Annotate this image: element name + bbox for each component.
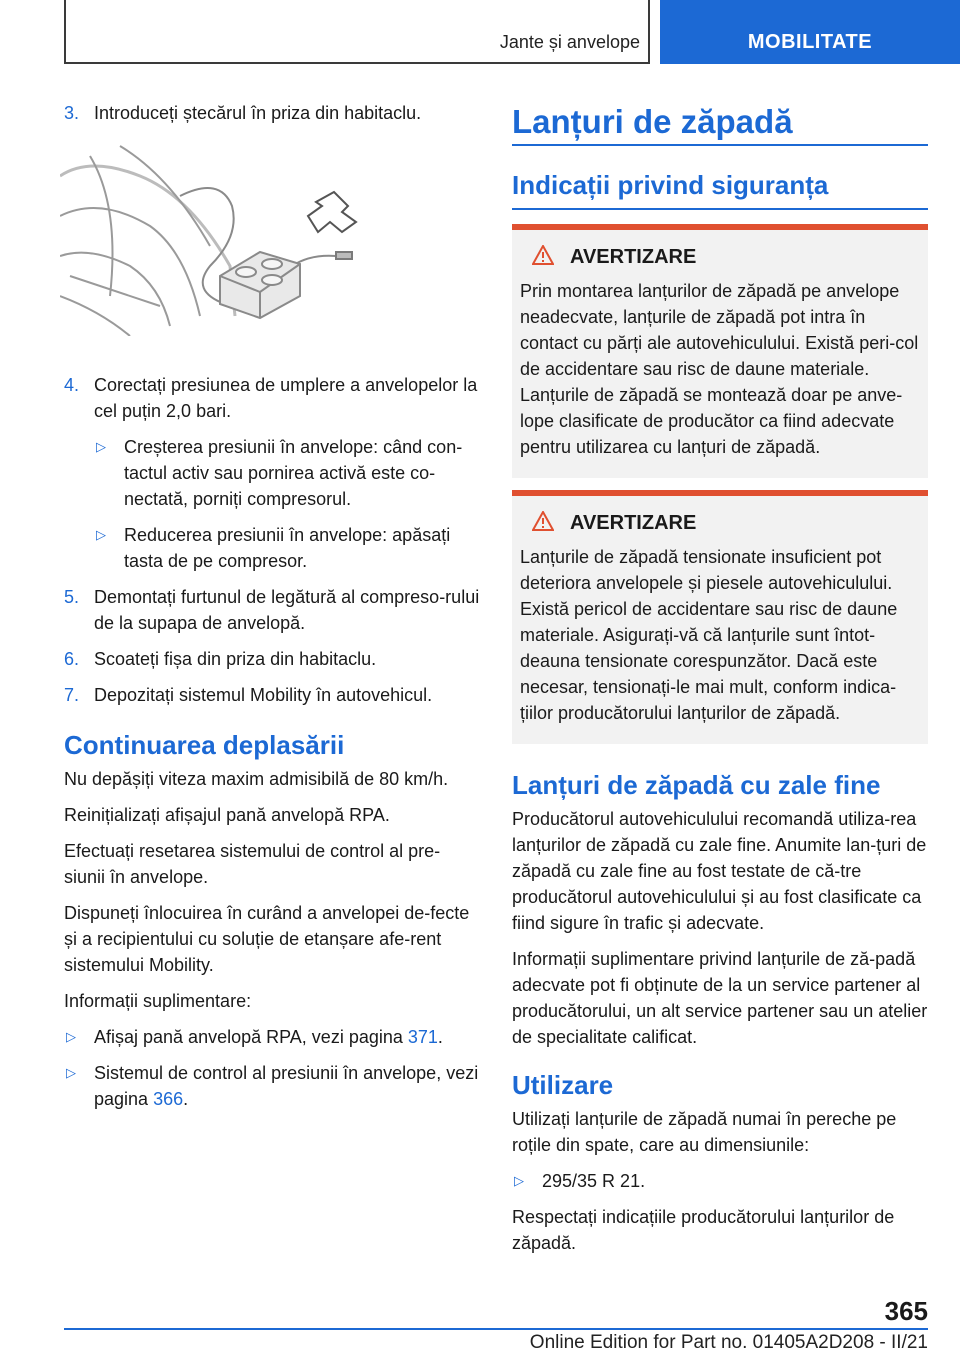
continuation-heading: Continuarea deplasării — [64, 730, 345, 760]
step-5 — [64, 584, 480, 636]
step-4 — [64, 372, 480, 424]
step-text: Corectați presiunea de umplere a anvelopelor la cel puțin 2,0 bari. — [94, 375, 478, 421]
page-link-371[interactable]: 371 — [407, 1027, 438, 1047]
usage-heading: Utilizare — [512, 1070, 614, 1100]
paragraph: Respectați indicațiile producătorului lanțurilor de zăpadă. — [512, 1207, 895, 1253]
triangle-bullet-icon: ▷ — [96, 439, 106, 454]
step-4-bullets — [94, 434, 480, 574]
step-7 — [64, 682, 480, 708]
step-number: 5. — [64, 587, 80, 607]
warning-box-1 — [512, 224, 928, 478]
warning-triangle-icon — [532, 511, 554, 531]
warning-triangle-icon — [532, 245, 554, 265]
page-link-366[interactable]: 366 — [153, 1089, 184, 1109]
warning-label: AVERTIZARE — [570, 246, 697, 268]
triangle-bullet-icon: ▷ — [66, 1029, 76, 1044]
right-column — [512, 100, 928, 1266]
list-item: ▷ 295/35 R 21. — [512, 1168, 928, 1194]
page-number: 365 — [884, 1296, 928, 1326]
page-title: Lanțuri de zăpadă — [512, 100, 928, 146]
triangle-bullet-icon: ▷ — [514, 1173, 524, 1188]
triangle-bullet-icon: ▷ — [96, 527, 106, 542]
warning-text: Prin montarea lanțurilor de zăpadă pe anvelope neadecvate, lanțurile de zăpadă pot intra în contact cu părți ale autovehiculului. Există peri-col de accidentare sau risc de daune materiale. Lanțurile de zăpadă se montează doar pe anve-lope clasificate de producător ca fiind adecvate pentru utilizarea cu lanțuri de zăpadă. — [520, 281, 919, 457]
list-item: ▷ Sistemul de control al presiunii în anvelope, vezi pagina 366. — [64, 1060, 480, 1112]
paragraph: Utilizați lanțurile de zăpadă numai în pereche pe roțile din spate, care au dimensiunile: — [512, 1109, 897, 1155]
paragraph: Reinițializați afișajul pană anvelopă RPA. — [64, 805, 390, 825]
left-column — [64, 100, 480, 1122]
fine-chains-heading: Lanțuri de zăpadă cu zale fine — [512, 770, 881, 800]
paragraph: Dispuneți înlocuirea în curând a anvelopei de-fecte și a recipientului cu soluție de etanșare afe-rent sistemului Mobility. — [64, 903, 470, 975]
step-number: 6. — [64, 649, 80, 669]
triangle-bullet-icon: ▷ — [66, 1065, 76, 1080]
step-text: Demontați furtunul de legătură al compreso-rului de la supapa de anvelopă. — [94, 587, 480, 633]
step-number: 4. — [64, 375, 80, 395]
list-item: ▷ Reducerea presiunii în anvelope: apăsați tasta de pe compresor. — [94, 522, 480, 574]
step-6 — [64, 646, 480, 672]
step-text: Scoateți fișa din priza din habitaclu. — [94, 649, 377, 669]
header-section-title: Jante și anvelope — [499, 32, 640, 52]
paragraph: Producătorul autovehiculului recomandă utiliza-rea lanțurilor de zăpadă cu zale fine. Anumite lan-țuri de zăpadă cu zale fine au fost testate de că-tre producătorul autovehiculului și au fost clasificate ca fiind sigure în trafic și adecvate. — [512, 809, 927, 933]
paragraph: Nu depășiți viteza maxim admisibilă de 80 km/h. — [64, 769, 449, 789]
warning-text: Lanțurile de zăpadă tensionate insuficient pot deteriora anvelopele și piesele autovehiculului. Există pericol de accidentare sau risc de daune materiale. Asigurați-vă că lanțurile sunt întot-deauna tensionate corespunzător. Dacă este necesar, tensionați-le mai mult, conform indica-țiilor producătorului lanțurilor de zăpadă. — [520, 547, 898, 723]
paragraph: Informații suplimentare privind lanțurile de ză-padă adecvate pot fi obținute de la un service partener al producătorului, un alt service partener sau un atelier de specialitate calificat. — [512, 949, 928, 1047]
list-item: ▷ Creșterea presiunii în anvelope: când con-tactul activ sau pornirea activă este co-nectată, porniți compresorul. — [94, 434, 480, 512]
paragraph: Informații suplimentare: — [64, 991, 252, 1011]
compressor-illustration — [60, 136, 476, 336]
safety-heading: Indicații privind siguranța — [512, 168, 928, 210]
footer-divider — [64, 1328, 928, 1330]
paragraph: Efectuați resetarea sistemului de control al pre-siunii în anvelope. — [64, 841, 441, 887]
warning-box-2 — [512, 490, 928, 744]
footer-edition: Online Edition for Part no. 01405A2D208 - II/21 — [529, 1332, 928, 1353]
step-3 — [64, 100, 480, 126]
step-text: Depozitați sistemul Mobility în autovehicul. — [94, 685, 433, 705]
header-chapter-tab: MOBILITATE — [660, 0, 960, 64]
step-number: 3. — [64, 103, 80, 123]
warning-label: AVERTIZARE — [570, 512, 697, 534]
step-text: Introduceți ștecărul în priza din habitaclu. — [94, 103, 422, 123]
step-number: 7. — [64, 685, 80, 705]
list-item: ▷ Afișaj pană anvelopă RPA, vezi pagina 371. — [64, 1024, 480, 1050]
